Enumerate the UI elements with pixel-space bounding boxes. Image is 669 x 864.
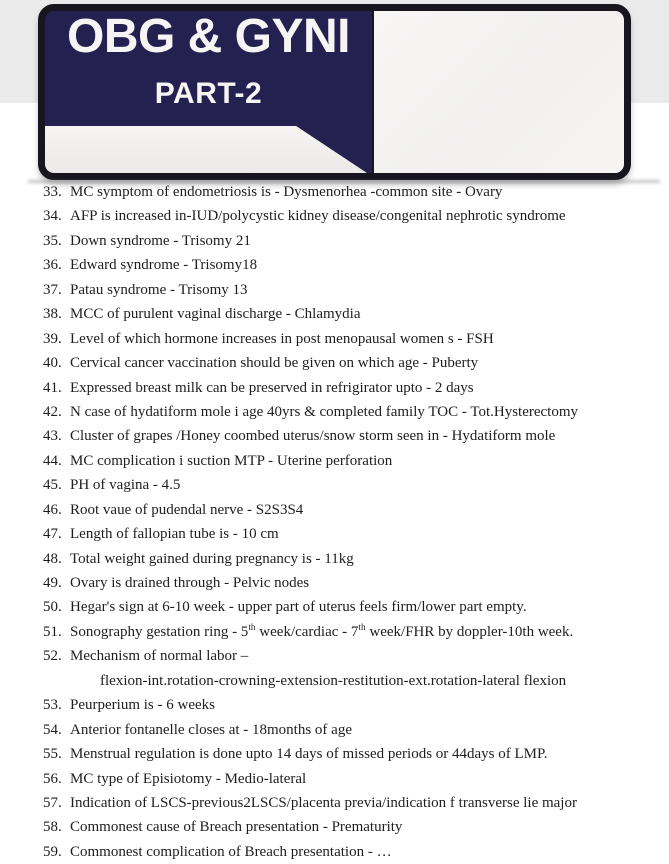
item-number: 47. — [43, 526, 62, 543]
item-text: MC complication i suction MTP - Uterine perforation — [70, 452, 393, 469]
list-item — [43, 376, 655, 400]
item-text: Total weight gained during pregnancy is - 11kg — [70, 550, 354, 567]
item-number: 59. — [43, 843, 62, 860]
item-number: 42. — [43, 403, 62, 420]
list-item — [43, 449, 655, 473]
item-number: 51. — [43, 623, 62, 640]
list-item — [43, 767, 655, 791]
item-text: Peurperium is - 6 weeks — [70, 697, 215, 714]
item-text-part: week/cardiac - 7 — [255, 623, 359, 640]
item-text: Mechanism of normal labor – — [70, 648, 249, 665]
item-text: Edward syndrome - Trisomy18 — [70, 257, 258, 274]
list-item — [43, 547, 655, 571]
list-item — [43, 302, 655, 326]
item-number: 35. — [43, 232, 62, 249]
item-number: 56. — [43, 770, 62, 787]
item-text: Root vaue of pudendal nerve - S2S3S4 — [70, 501, 304, 518]
list-item — [43, 327, 655, 351]
item-text: Menstrual regulation is done upto 14 days of missed periods or 44days of LMP. — [70, 746, 548, 763]
item-number: 54. — [43, 721, 62, 738]
item-number: 41. — [43, 379, 62, 396]
item-number: 40. — [43, 355, 62, 372]
item-number: 39. — [43, 330, 62, 347]
list-item — [43, 400, 655, 424]
list-item — [43, 791, 655, 815]
item-text-part: Sonography gestation ring - 5 — [70, 623, 249, 640]
item-text: Cluster of grapes /Honey coombed uterus/snow storm seen in - Hydatiform mole — [70, 428, 556, 445]
item-number: 57. — [43, 794, 62, 811]
list-item — [43, 229, 655, 253]
item-text: Cervical cancer vaccination should be given on which age - Puberty — [70, 355, 479, 372]
list-item — [43, 204, 655, 228]
item-text: Ovary is drained through - Pelvic nodes — [70, 575, 310, 591]
page-title: OBG & GYNI — [66, 10, 351, 63]
list-item — [43, 815, 655, 839]
list-item — [43, 522, 655, 546]
list-item-continuation — [43, 669, 655, 693]
page-subtitle: PART-2 — [154, 77, 263, 110]
item-text: Expressed breast milk can be preserved in refrigirator upto - 2 days — [70, 379, 474, 396]
item-text: PH of vagina - 4.5 — [70, 477, 181, 494]
item-number: 37. — [43, 281, 62, 298]
list-item — [43, 180, 655, 204]
list-item — [43, 595, 655, 619]
item-number: 46. — [43, 501, 62, 518]
item-number: 49. — [43, 575, 62, 591]
list-item — [43, 253, 655, 277]
superscript-ordinal: th — [248, 622, 256, 633]
banner-accent-strip — [45, 126, 367, 173]
item-text: Patau syndrome - Trisomy 13 — [70, 281, 248, 298]
banner-side-panel — [372, 11, 624, 173]
list-item — [43, 644, 655, 668]
item-number: 38. — [43, 306, 62, 323]
list-item — [43, 718, 655, 742]
item-number: 43. — [43, 428, 62, 445]
item-text: MC type of Episiotomy - Medio-lateral — [70, 770, 307, 787]
notes-list — [0, 180, 669, 864]
header-banner — [38, 4, 631, 180]
item-text: Anterior fontanelle closes at - 18months of age — [70, 721, 352, 738]
list-item — [43, 742, 655, 766]
item-number: 50. — [43, 599, 62, 616]
item-text — [70, 620, 655, 644]
item-number: 45. — [43, 477, 62, 494]
item-number: 44. — [43, 452, 62, 469]
item-text: MC symptom of endometriosis is - Dysmenorhea -common site - Ovary — [70, 184, 503, 200]
item-text: AFP is increased in-IUD/polycystic kidney disease/congenital nephrotic syndrome — [70, 208, 566, 225]
list-item — [43, 473, 655, 497]
item-text: Commonest complication of Breach presentation - … — [70, 843, 392, 860]
item-number: 36. — [43, 257, 62, 274]
item-text: Indication of LSCS-previous2LSCS/placenta previa/indication f transverse lie major — [70, 794, 577, 811]
item-number: 58. — [43, 819, 62, 836]
list-item — [43, 693, 655, 717]
item-text: N case of hydatiform mole i age 40yrs & completed family TOC - Tot.Hysterectomy — [70, 403, 579, 420]
item-text: Level of which hormone increases in post menopausal women s - FSH — [70, 330, 494, 347]
list-item — [43, 424, 655, 448]
item-number: 55. — [43, 746, 62, 763]
list-item — [43, 620, 655, 644]
item-number: 33. — [43, 184, 62, 200]
superscript-ordinal: th — [358, 622, 366, 633]
banner-title-area — [45, 11, 372, 173]
item-text-part: week/FHR by doppler-10th week. — [365, 623, 574, 640]
list-item — [43, 278, 655, 302]
list-item — [43, 498, 655, 522]
item-text: Hegar's sign at 6-10 week - upper part of uterus feels firm/lower part empty. — [70, 599, 527, 616]
item-number: 34. — [43, 208, 62, 225]
list-item — [43, 571, 655, 595]
item-number: 48. — [43, 550, 62, 567]
list-item — [43, 351, 655, 375]
item-text: Down syndrome - Trisomy 21 — [70, 232, 251, 249]
item-text: flexion-int.rotation-crowning-extension-restitution-ext.rotation-lateral flexion — [100, 672, 567, 689]
item-number: 52. — [43, 648, 62, 665]
item-text: MCC of purulent vaginal discharge - Chlamydia — [70, 306, 361, 323]
item-text: Length of fallopian tube is - 10 cm — [70, 526, 279, 543]
item-number: 53. — [43, 697, 62, 714]
item-text: Commonest cause of Breach presentation - Prematurity — [70, 819, 403, 836]
list-item-partial — [43, 840, 655, 864]
